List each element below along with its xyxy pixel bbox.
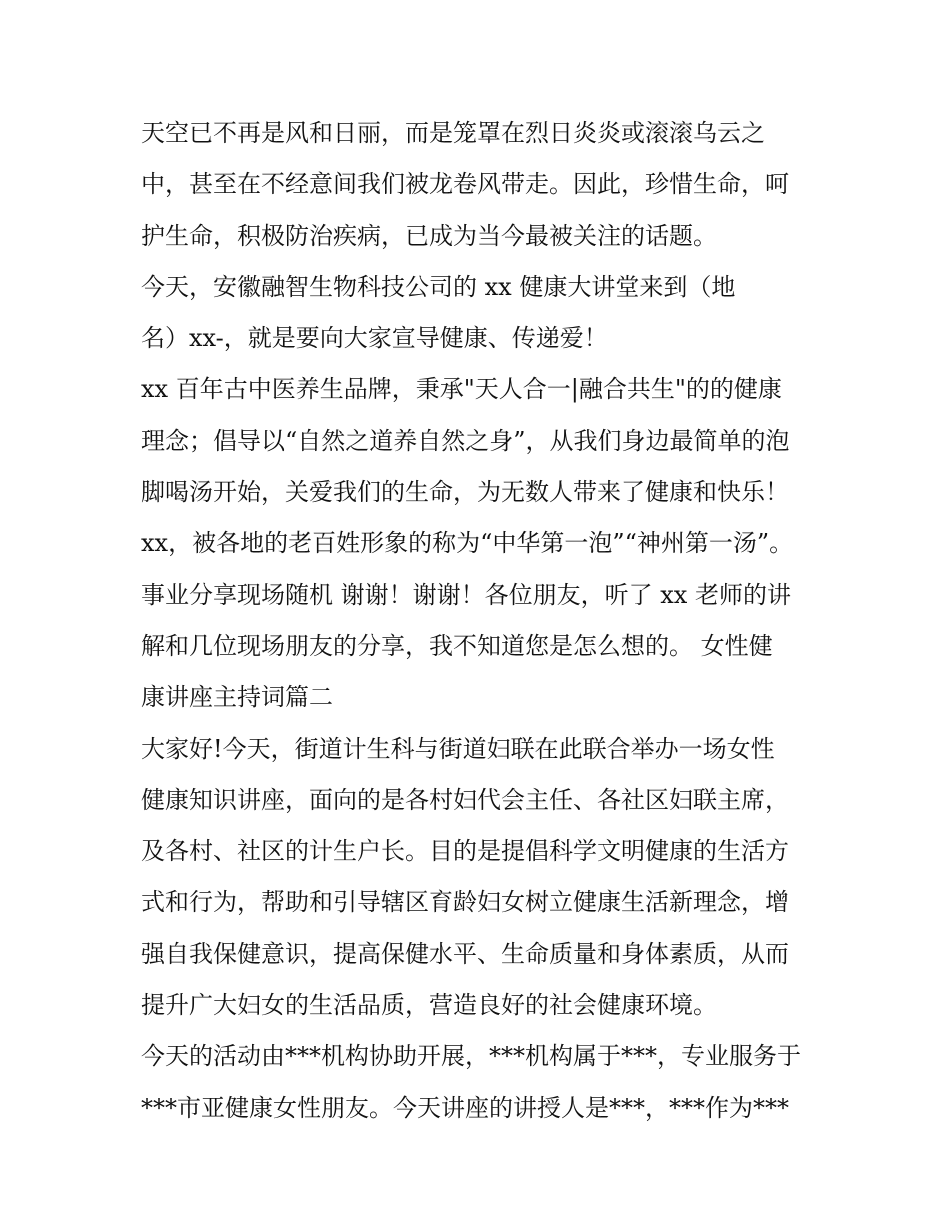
text-line: 中，甚至在不经意间我们被龙卷风带走。因此，珍惜生命，呵 bbox=[141, 170, 789, 199]
text-line: 护生命，积极防治疾病，已成为当今最被关注的话题。 bbox=[141, 221, 717, 250]
text-line: 及各村、社区的计生户长。目的是提倡科学文明健康的生活方 bbox=[141, 837, 789, 866]
text-line: 名）xx-，就是要向大家宣导健康、传递爱！ bbox=[141, 324, 608, 353]
section-heading: 康讲座主持词篇二 bbox=[141, 683, 333, 712]
text-line: 强自我保健意识，提高保健水平、生命质量和身体素质，从而 bbox=[141, 939, 789, 968]
text-line: 脚喝汤开始，关爱我们的生命，为无数人带来了健康和快乐！ bbox=[141, 478, 789, 507]
text-line: 今天的活动由***机构协助开展，***机构属于***，专业服务于 bbox=[141, 1042, 801, 1071]
text-line: 解和几位现场朋友的分享，我不知道您是怎么想的。 女性健 bbox=[141, 631, 773, 660]
text-line: 天空已不再是风和日丽，而是笼罩在烈日炎炎或滚滚乌云之 bbox=[141, 119, 765, 147]
text-line: 理念；倡导以“自然之道养自然之身”，从我们身边最简单的泡 bbox=[141, 426, 790, 455]
text-line: ***市亚健康女性朋友。今天讲座的讲授人是***，***作为*** bbox=[141, 1093, 789, 1122]
text-line: xx，被各地的老百姓形象的称为“中华第一泡”“神州第一汤”。 bbox=[141, 529, 794, 558]
document-body bbox=[141, 108, 821, 1134]
text-line: 大家好!今天，街道计生科与街道妇联在此联合举办一场女性 bbox=[141, 734, 775, 763]
text-line: xx 百年古中医养生品牌，秉承"天人合一|融合共生"的的健康 bbox=[141, 375, 782, 404]
text-line: 式和行为，帮助和引导辖区育龄妇女树立健康生活新理念，增 bbox=[141, 888, 789, 917]
text-line: 提升广大妇女的生活品质，营造良好的社会健康环境。 bbox=[141, 991, 717, 1020]
text-line: 今天，安徽融智生物科技公司的 xx 健康大讲堂来到（地 bbox=[141, 272, 736, 301]
text-line: 健康知识讲座，面向的是各村妇代会主任、各社区妇联主席， bbox=[141, 785, 789, 814]
text-line: 事业分享现场随机 谢谢！谢谢！各位朋友，听了 xx 老师的讲 bbox=[141, 580, 791, 609]
